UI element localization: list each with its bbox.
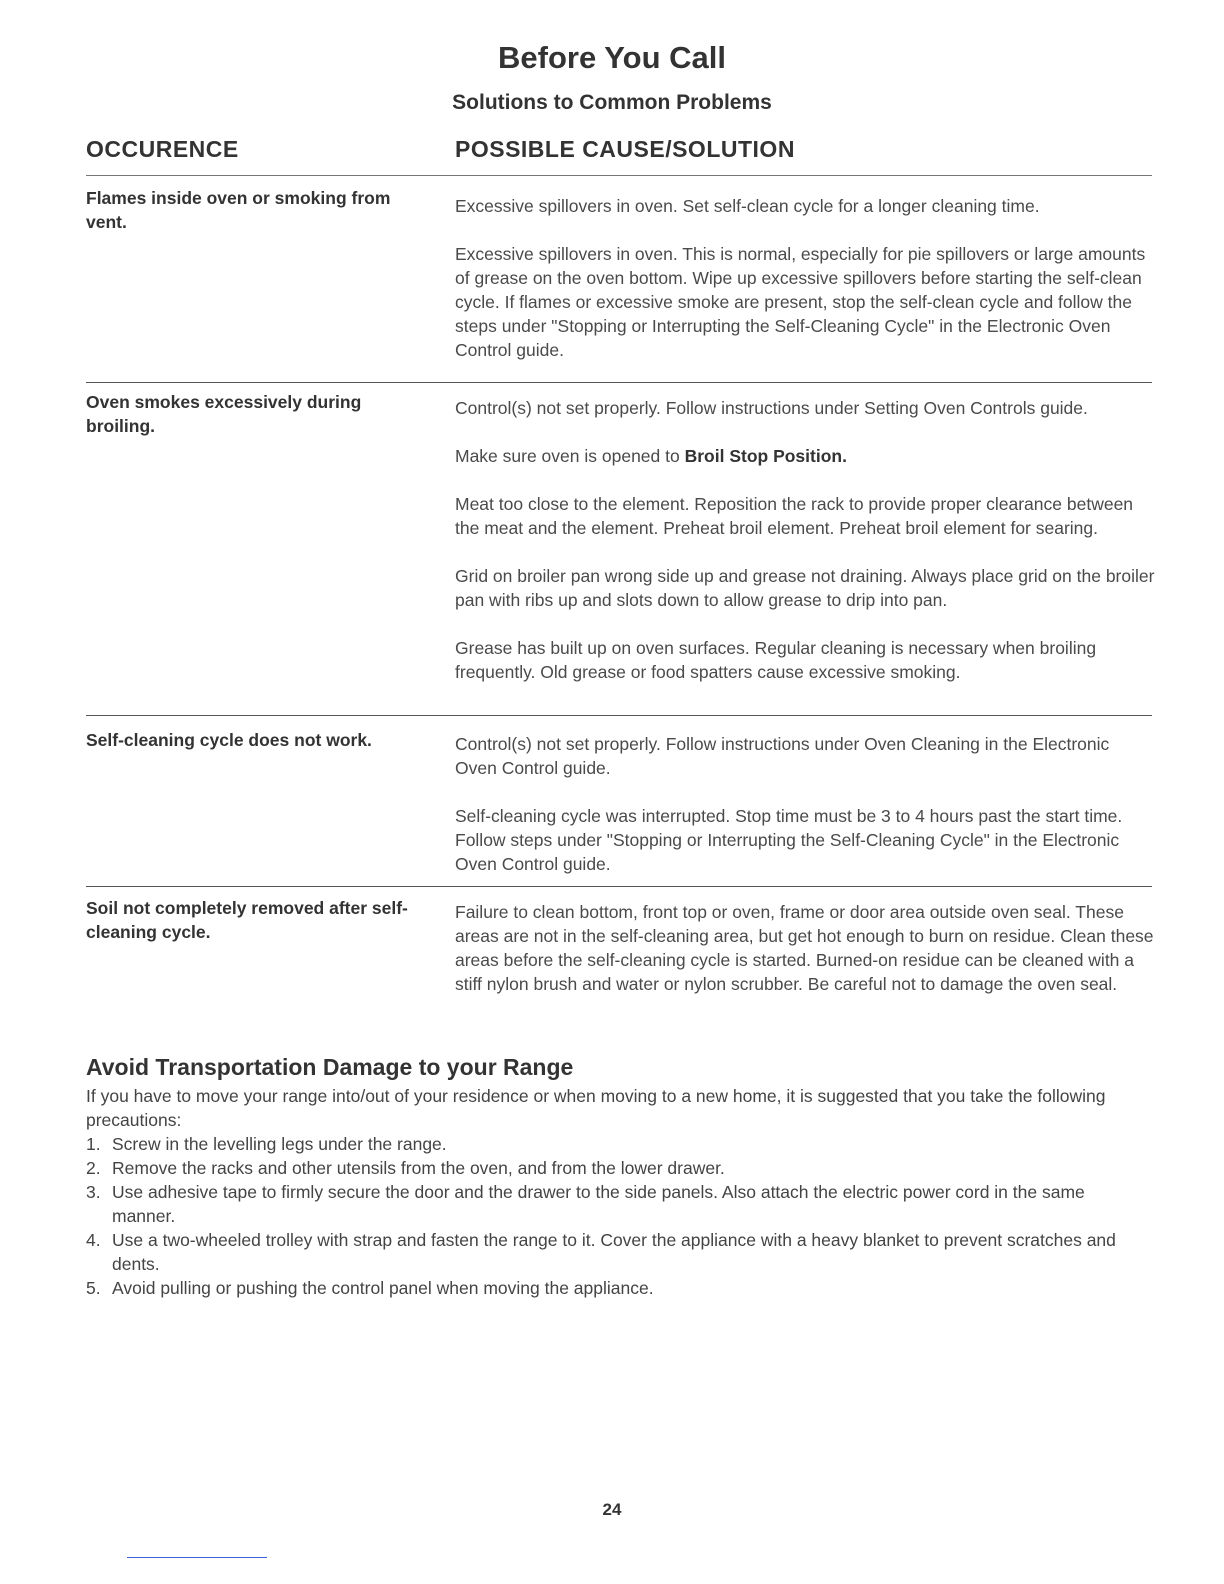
solution-list — [455, 396, 1155, 708]
step-number: 3. — [86, 1182, 101, 1202]
cause-column-header: POSSIBLE CAUSE/SOLUTION — [455, 136, 795, 162]
solution-item — [455, 444, 1155, 468]
list-item — [86, 1156, 1146, 1180]
page-number: 24 — [602, 1500, 622, 1519]
solution-item: Excessive spillovers in oven. Set self-clean cycle for a longer cleaning time. — [455, 196, 1040, 216]
solution-item: Grease has built up on oven surfaces. Regular cleaning is necessary when broiling frequently. Old grease or food spatters cause excessive smoking. — [455, 638, 1097, 682]
list-item — [86, 1180, 1146, 1228]
transport-intro: If you have to move your range into/out of your residence or when moving to a new home, it is suggested that you take the following precautions: — [86, 1086, 1106, 1130]
page-subtitle: Solutions to Common Problems — [452, 91, 772, 114]
solution-item: Grid on broiler pan wrong side up and grease not draining. Always place grid on the broiler pan with ribs up and slots down to allow grease to drip into pan. — [455, 566, 1155, 610]
occurrence-label: Self-cleaning cycle does not work. — [86, 730, 372, 750]
occurrence-label: Oven smokes excessively during broiling. — [86, 392, 362, 436]
problem-row-flames — [86, 186, 1152, 383]
solution-item: Excessive spillovers in oven. This is normal, especially for pie spillovers or large amounts of grease on the oven bottom. Wipe up excessive spillovers before starting the self-clean cycle. If flames or excessive smoke are present, stop the self-clean cycle and follow the steps under "Stopping or Interrupting the Self-Cleaning Cycle" in the Electronic Oven Control guide. — [455, 244, 1146, 360]
problem-row-self-clean — [86, 728, 1152, 887]
solution-item: Meat too close to the element. Reposition the rack to provide proper clearance between the meat and the element. Preheat broil element. Preheat broil element for searing. — [455, 494, 1134, 538]
problem-row-broiling — [86, 390, 1155, 716]
solution-item: Control(s) not set properly. Follow instructions under Oven Cleaning in the Electronic Oven Control guide. — [455, 734, 1110, 778]
transport-steps — [86, 1132, 1146, 1300]
occurrence-column-header: OCCURENCE — [86, 136, 239, 162]
step-text: Use adhesive tape to firmly secure the door and the drawer to the side panels. Also attach the electric power cord in the same manner. — [112, 1182, 1085, 1226]
step-number: 2. — [86, 1158, 101, 1178]
list-item — [86, 1276, 1146, 1300]
broil-stop-emphasis: Broil Stop Position. — [684, 446, 847, 466]
occurrence-label: Soil not completely removed after self-cleaning cycle. — [86, 898, 408, 942]
step-text: Screw in the levelling legs under the range. — [112, 1134, 447, 1154]
occurrence-label: Flames inside oven or smoking from vent. — [86, 188, 391, 232]
solution-list — [455, 194, 1155, 386]
transport-heading: Avoid Transportation Damage to your Range — [86, 1054, 574, 1080]
solution-item: Failure to clean bottom, front top or oven, frame or door area outside oven seal. These areas are not in the self-cleaning area, but get hot enough to burn on residue. Clean these areas before the self-cleaning cycle is started. Burned-on residue can be cleaned with a stiff nylon brush and water or nylon scrubber. Be careful not to damage the oven seal. — [455, 902, 1154, 994]
step-text: Use a two-wheeled trolley with strap and fasten the range to it. Cover the appliance with a heavy blanket to prevent scratches and dents. — [112, 1230, 1116, 1274]
step-number: 1. — [86, 1134, 101, 1154]
step-number: 5. — [86, 1278, 101, 1298]
list-item — [86, 1228, 1146, 1276]
problem-row-soil — [86, 896, 1152, 1026]
solution-item: Control(s) not set properly. Follow instructions under Setting Oven Controls guide. — [455, 398, 1088, 418]
solution-list — [455, 732, 1155, 900]
footer-link-underline[interactable] — [127, 1557, 267, 1558]
solution-text: Make sure oven is opened to — [455, 446, 680, 466]
step-text: Remove the racks and other utensils from the oven, and from the lower drawer. — [112, 1158, 725, 1178]
step-text: Avoid pulling or pushing the control panel when moving the appliance. — [112, 1278, 654, 1298]
header-divider — [86, 175, 1152, 176]
step-number: 4. — [86, 1230, 101, 1250]
list-item — [86, 1132, 1146, 1156]
solution-item: Self-cleaning cycle was interrupted. Stop time must be 3 to 4 hours past the start time. Follow steps under "Stopping or Interrupting the Self-Cleaning Cycle" in the Electronic Oven Control guide. — [455, 806, 1123, 874]
solution-list — [455, 900, 1155, 1020]
page-title: Before You Call — [498, 40, 726, 75]
